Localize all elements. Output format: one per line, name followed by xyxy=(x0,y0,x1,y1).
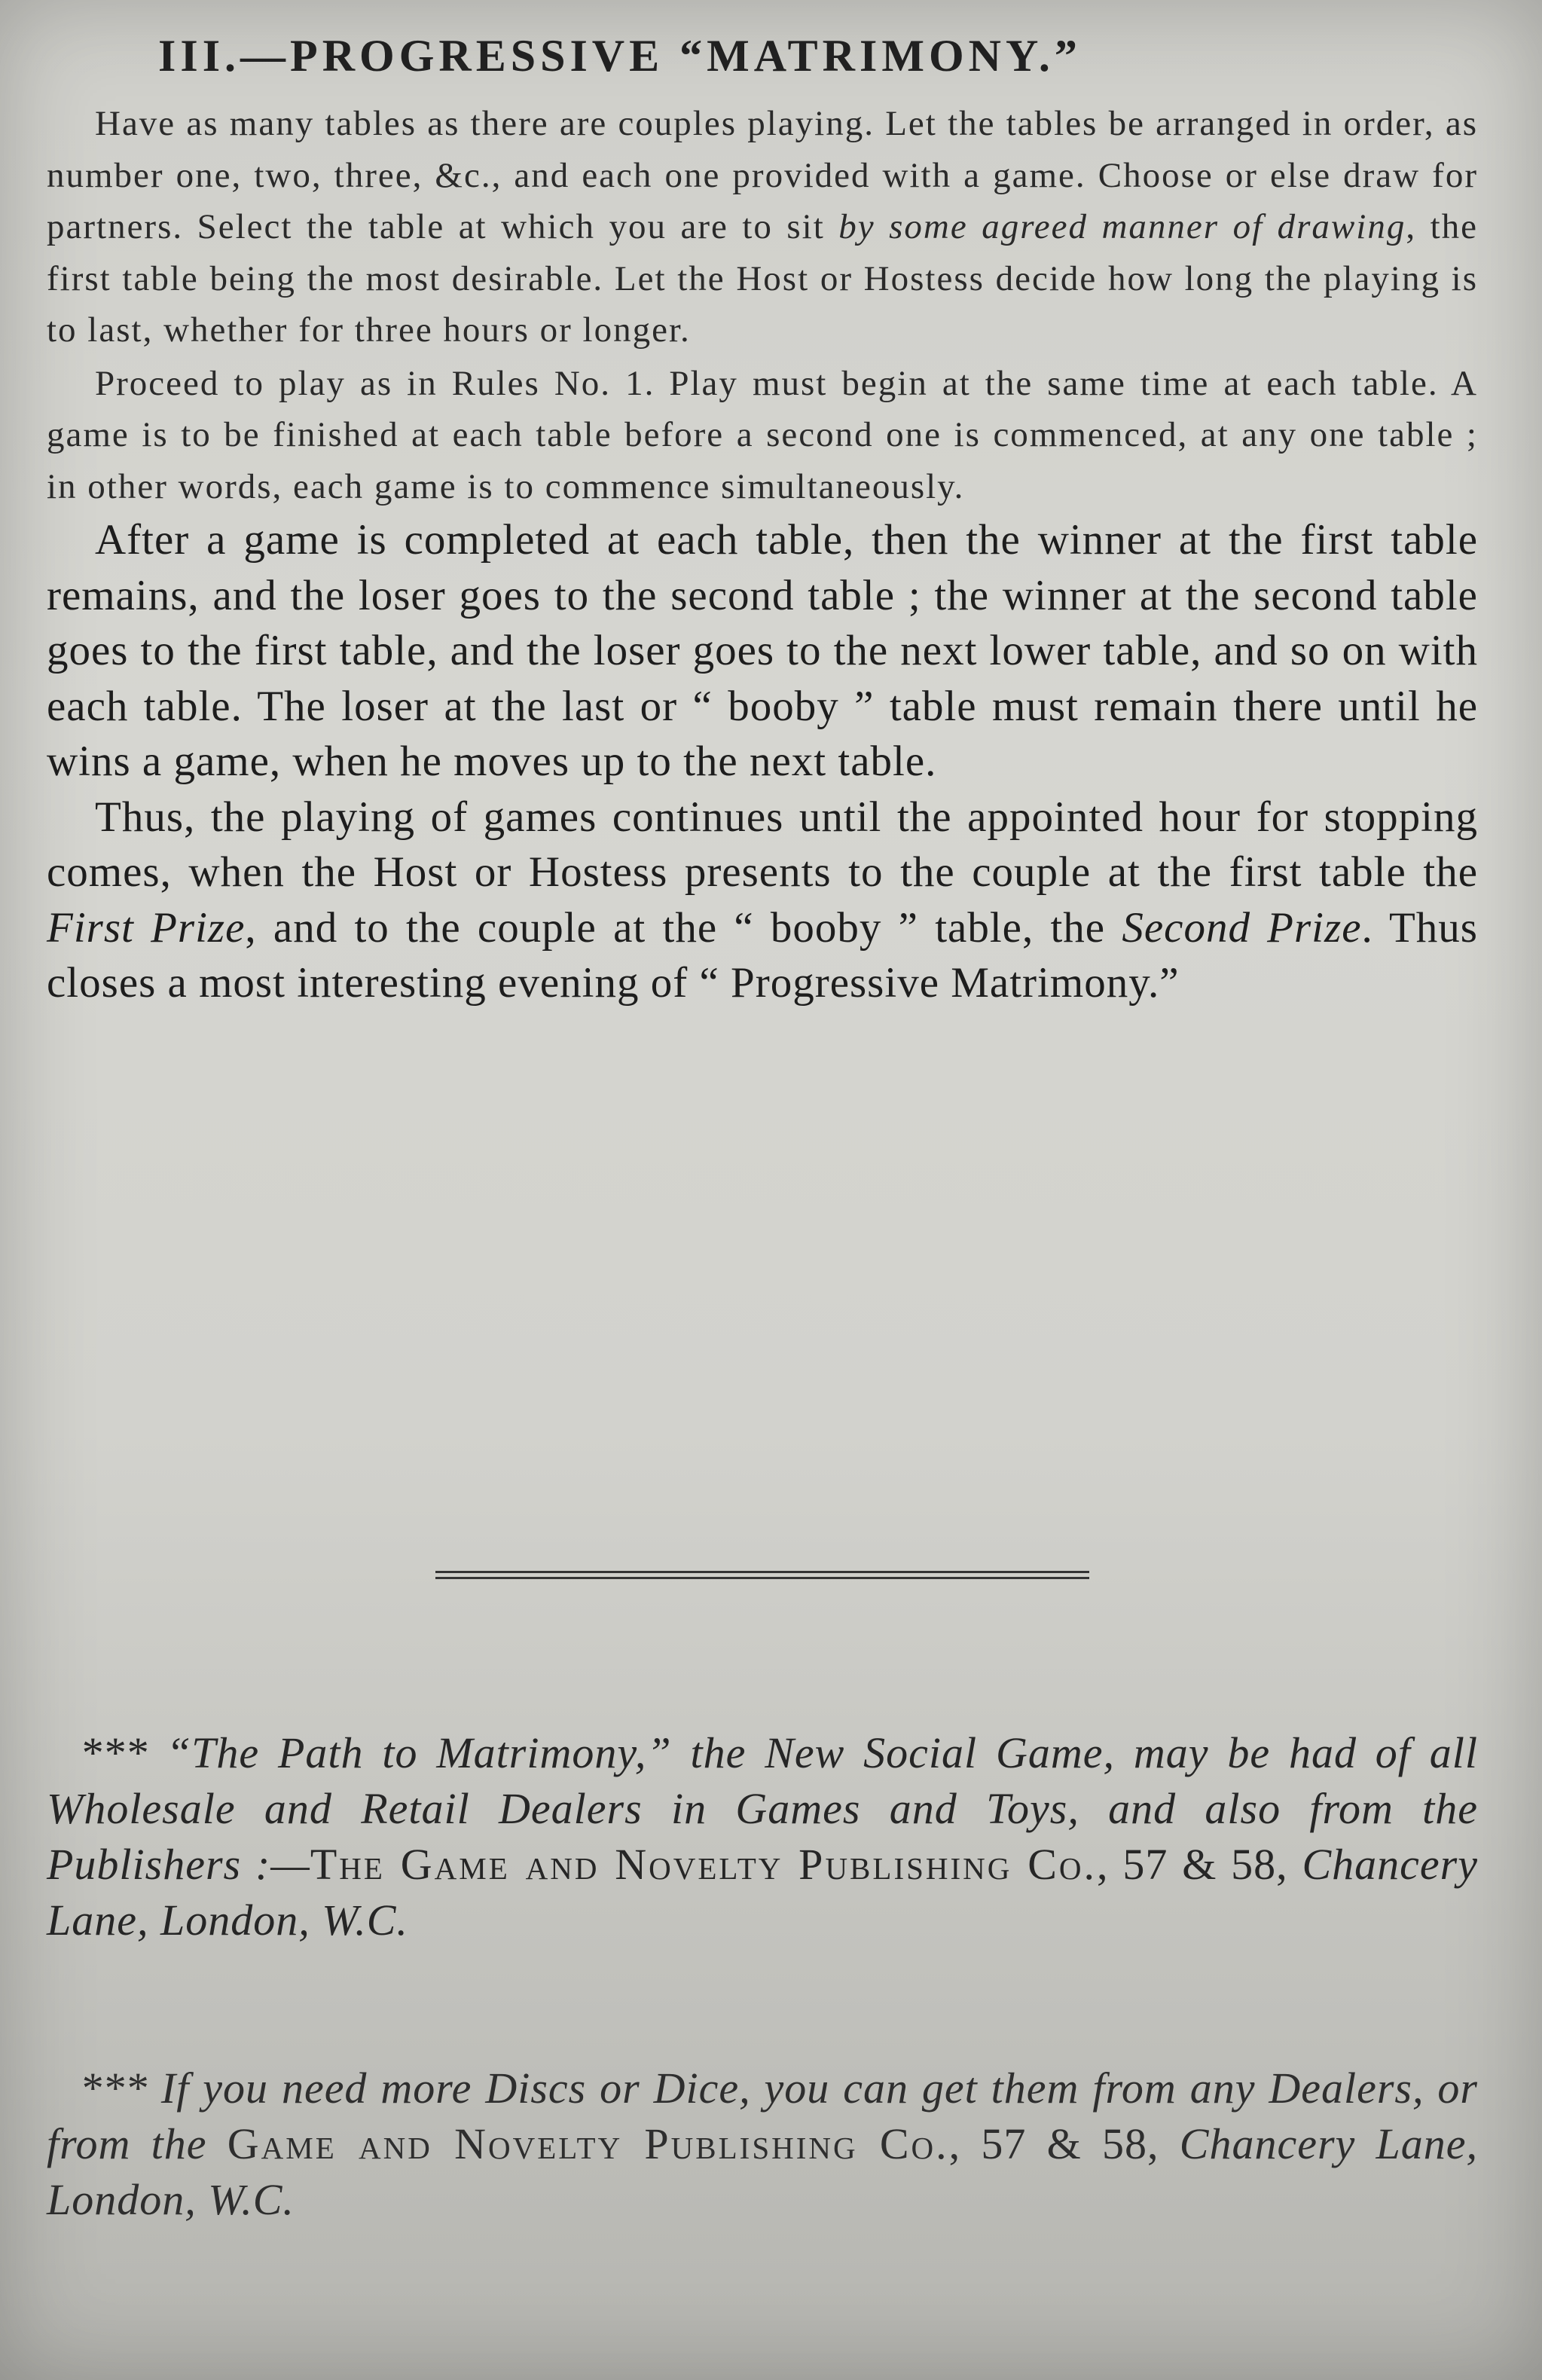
paragraph-movement: After a game is completed at each table, then the winner at the first table remains, and the loser goes to the second table ; the winner at the second table goes to the first table, and the loser goes to the next lower table, and so on with each table. The loser at the last or “ booby ” table must remain there until he wins a game, when he moves up to the next table. xyxy=(47,516,1478,785)
section-heading: III.—PROGRESSIVE “MATRIMONY.” xyxy=(158,31,1082,81)
discs-dice-publisher-name: Game and Novelty Publishing Co. xyxy=(227,2119,949,2168)
publisher-note-text-a: *** “The Path to Matrimony,” the New Social Game, may be had of all Wholesale and Retail Dealers in Games and Toys, and also from the Publishers :— xyxy=(47,1728,1478,1889)
paragraph-setup xyxy=(47,98,1478,356)
paragraph-prizes-text-a: Thus, the playing of games continues until the appointed hour for stopping comes, when the Host or Hostess presents to the couple at the first table the xyxy=(47,793,1478,896)
second-prize-text: Second Prize xyxy=(1122,903,1362,952)
rule-line-bottom xyxy=(435,1577,1089,1579)
paragraph-setup-text-c: , the first table being the most desirable. Let the Host or Hostess decide how long the playing is to last, whether for three hours or longer. xyxy=(47,207,1478,350)
discs-dice-address-street: Chancery Lane, London, W.C. xyxy=(47,2119,1478,2224)
discs-dice-address-number: , 57 & 58, xyxy=(948,2119,1180,2168)
discs-dice-note-text-a: *** If you need more Discs or Dice, you can get them from any Dealers, or from the xyxy=(47,2064,1478,2168)
first-prize-text: First Prize xyxy=(47,903,246,952)
discs-dice-note xyxy=(47,2061,1478,2228)
double-rule-divider xyxy=(435,1571,1089,1579)
paragraph-setup-text-a: Have as many tables as there are couples playing. Let the tables be arranged in order, as number one, two, three, &c., and each one provided with a game. Choose or else draw for partners. Select the table at which you are to sit xyxy=(47,104,1478,246)
rule-line-top xyxy=(435,1571,1089,1573)
paragraph-setup-italic: by some agreed manner of drawing xyxy=(838,207,1406,246)
paragraph-play: Proceed to play as in Rules No. 1. Play must begin at the same time at each table. A game is to be finished at each table before a second one is commenced, at any one table ; in other words, each game is to commence simultaneously. xyxy=(47,363,1478,506)
paragraph-prizes xyxy=(47,790,1478,1011)
paragraph-prizes-text-e: . Thus closes a most interesting evening of “ Progressive Matrimony.” xyxy=(47,903,1478,1007)
rules-body xyxy=(47,98,1478,1011)
publisher-address-street: Chancery Lane, London, W.C. xyxy=(47,1840,1478,1945)
publisher-address-number: , 57 & 58, xyxy=(1097,1840,1302,1889)
publisher-note xyxy=(47,1725,1478,1948)
publisher-name: The Game and Novelty Publishing Co. xyxy=(310,1840,1098,1889)
paragraph-prizes-text-c: , and to the couple at the “ booby ” table, the xyxy=(245,903,1122,952)
